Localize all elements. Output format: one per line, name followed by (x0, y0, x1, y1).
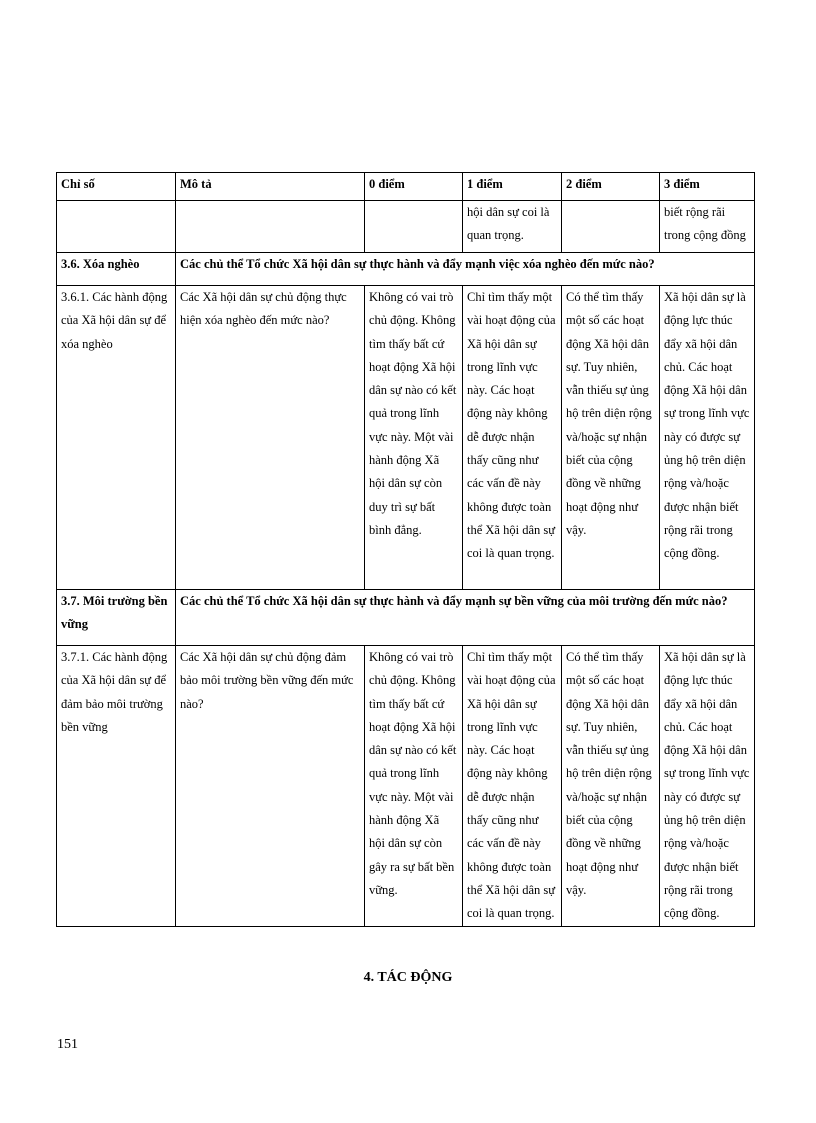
section-row (57, 253, 755, 286)
header-description: Mô tả (176, 173, 365, 201)
indicator-description: Các Xã hội dân sự chủ động thực hiện xóa nghèo đến mức nào? (176, 286, 365, 590)
section-question-36: Các chủ thể Tổ chức Xã hội dân sự thực hành và đẩy mạnh việc xóa nghèo đến mức nào? (176, 253, 755, 286)
section-question-37: Các chủ thể Tổ chức Xã hội dân sự thực hành và đẩy mạnh sự bền vững của môi trường đến mức nào? (176, 590, 755, 646)
indicator-row-361 (57, 286, 755, 590)
section-title-36: 3.6. Xóa nghèo (57, 253, 176, 286)
score-0-text: Không có vai trò chủ động. Không tìm thấy bất cứ hoạt động Xã hội dân sự nào có kết quả trong lĩnh vực này. Một vài hành động Xã hội dân sự còn duy trì sự bất bình đẳng. (365, 286, 463, 590)
score-3-text: Xã hội dân sự là động lực thúc đẩy xã hội dân chủ. Các hoạt động Xã hội dân sự trong lĩnh vực này có được sự ủng hộ trên diện rộng và/hoặc được nhận biết rộng rãi trong cộng đồng. (660, 646, 755, 927)
header-score-3: 3 điểm (660, 173, 755, 201)
continuation-row (57, 201, 755, 253)
section-row (57, 590, 755, 646)
continuation-cell-empty (365, 201, 463, 253)
header-score-1: 1 điểm (463, 173, 562, 201)
header-score-0: 0 điểm (365, 173, 463, 201)
rubric-table (56, 172, 755, 927)
continuation-cell-empty (176, 201, 365, 253)
continuation-score-3: biết rộng rãi trong cộng đồng (660, 201, 755, 253)
score-2-text: Có thể tìm thấy một số các hoạt động Xã hội dân sự. Tuy nhiên, vẫn thiếu sự ủng hộ trên diện rộng và/hoặc sự nhận biết của cộng đồng về những hoạt động như vậy. (562, 646, 660, 927)
section-title-37: 3.7. Môi trường bền vững (57, 590, 176, 646)
score-2-text: Có thể tìm thấy một số các hoạt động Xã hội dân sự. Tuy nhiên, vẫn thiếu sự ủng hộ trên diện rộng và/hoặc sự nhận biết của cộng đồng về những hoạt động như vậy. (562, 286, 660, 590)
score-0-text: Không có vai trò chủ động. Không tìm thấy bất cứ hoạt động Xã hội dân sự nào có kết quả trong lĩnh vực này. Một vài hành động Xã hội dân sự còn gây ra sự bất bền vững. (365, 646, 463, 927)
section-heading: 4. TÁC ĐỘNG (363, 970, 453, 985)
continuation-cell-empty (562, 201, 660, 253)
score-3-text: Xã hội dân sự là động lực thúc đẩy xã hội dân chủ. Các hoạt động Xã hội dân sự trong lĩnh vực này có được sự ủng hộ trên diện rộng và/hoặc được nhận biết rộng rãi trong cộng đồng. (660, 286, 755, 590)
continuation-score-1: hội dân sự coi là quan trọng. (463, 201, 562, 253)
score-1-text: Chỉ tìm thấy một vài hoạt động của Xã hội dân sự trong lĩnh vực này. Các hoạt động này không dễ được nhận thấy cũng như các vấn đề này không được toàn thể Xã hội dân sự coi là quan trọng. (463, 646, 562, 927)
score-1-text: Chỉ tìm thấy một vài hoạt động của Xã hội dân sự trong lĩnh vực này. Các hoạt động này không dễ được nhận thấy cũng như các vấn đề này không được toàn thể Xã hội dân sự coi là quan trọng. (463, 286, 562, 590)
indicator-name: 3.6.1. Các hành động của Xã hội dân sự để xóa nghèo (57, 286, 176, 590)
header-indicator: Chỉ số (57, 173, 176, 201)
header-row (57, 173, 755, 201)
header-score-2: 2 điểm (562, 173, 660, 201)
indicator-name: 3.7.1. Các hành động của Xã hội dân sự để đảm bảo môi trường bền vững (57, 646, 176, 927)
indicator-row-371 (57, 646, 755, 927)
indicator-description: Các Xã hội dân sự chủ động đảm bảo môi trường bền vững đến mức nào? (176, 646, 365, 927)
continuation-cell-empty (57, 201, 176, 253)
page-number: 151 (57, 1037, 78, 1052)
